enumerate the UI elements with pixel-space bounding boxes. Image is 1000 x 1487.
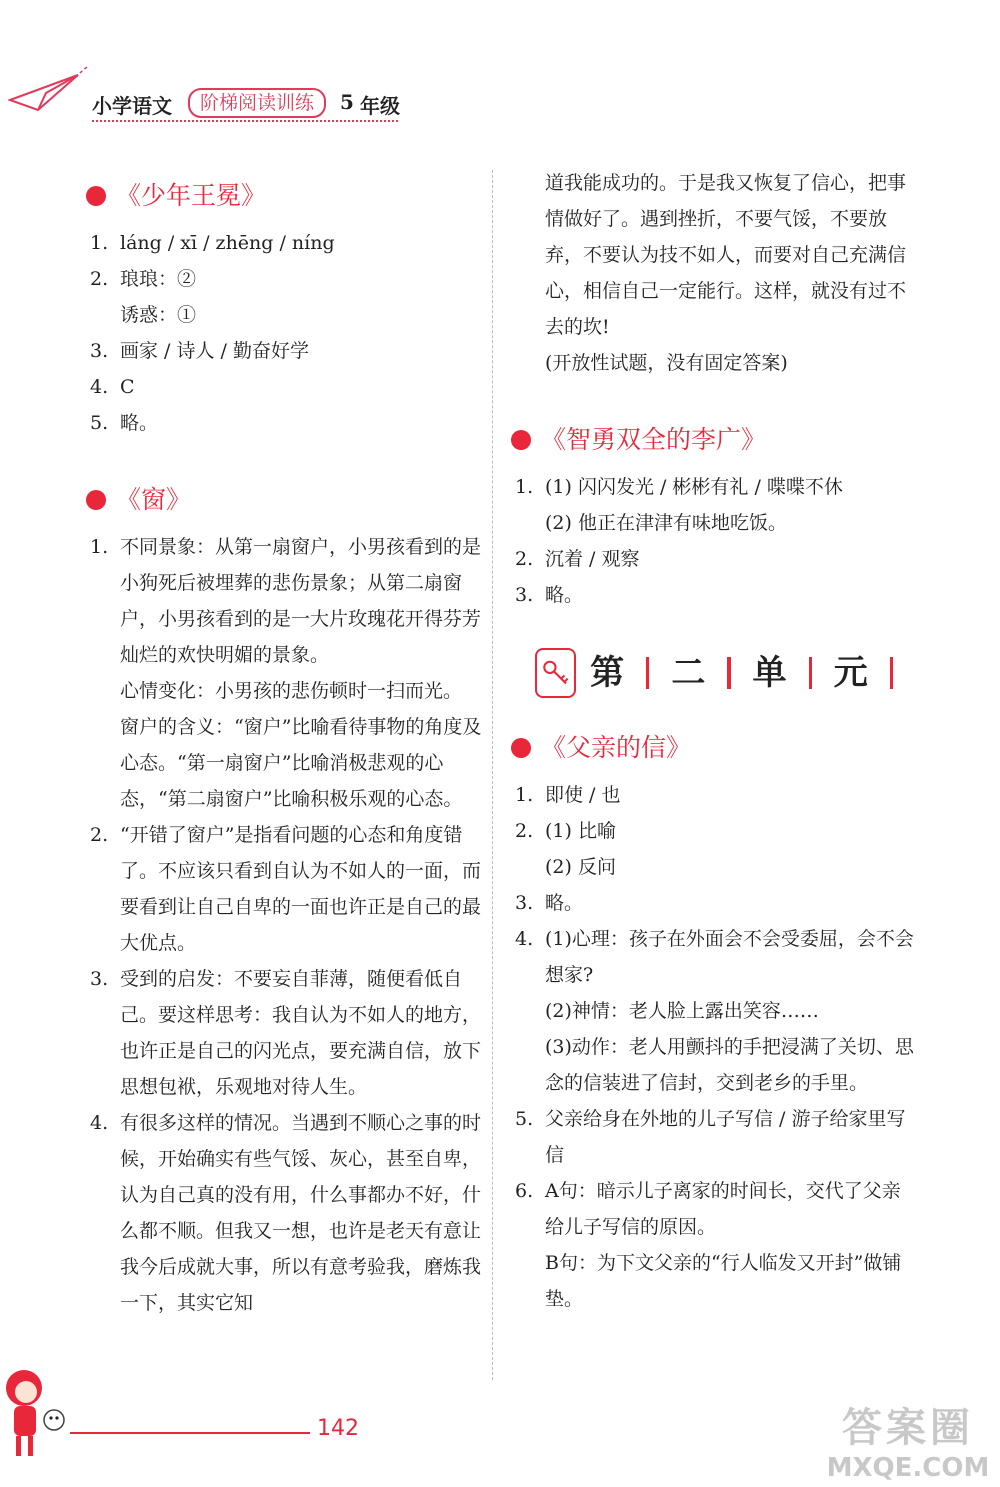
item-number: 1. [90, 536, 109, 558]
item-text: 琅琅：② [120, 268, 197, 290]
right-column [515, 165, 915, 1317]
bullet-dot-icon [86, 186, 106, 206]
unit-char: 第 [590, 653, 625, 693]
section-title-text: 《智勇双全的李广》 [541, 425, 767, 454]
answer-item [90, 1105, 485, 1321]
bullet-dot-icon [511, 738, 531, 758]
answer-item [515, 1173, 915, 1245]
item-text: (1)心理：孩子在外面会不会受委屈，会不会想家? [545, 928, 914, 986]
header-subject: 小学语文 [92, 94, 172, 118]
item-text: 画家 / 诗人 / 勤奋好学 [120, 340, 309, 362]
item-number: 2. [90, 824, 109, 846]
bullet-dot-icon [511, 430, 531, 450]
answer-item [515, 885, 915, 921]
item-text: 不同景象：从第一扇窗户，小男孩看到的是小狗死后被埋葬的悲伤景象；从第二扇窗户，小男孩看到的是一大片玫瑰花开得芬芳灿烂的欢快明媚的景象。 [120, 536, 482, 666]
answer-item [515, 1101, 915, 1173]
answer-item [90, 261, 485, 297]
page-number: 142 [317, 1416, 359, 1441]
answer-subitem: 心情变化：小男孩的悲伤顿时一扫而光。 [120, 680, 463, 702]
item-number: 4. [515, 928, 534, 950]
item-number: 4. [90, 376, 109, 398]
item-number: 3. [515, 892, 534, 914]
item-text: C [120, 376, 135, 398]
answer-subitem: (3)动作：老人用颤抖的手把浸满了关切、思念的信装进了信封，交到老乡的手里。 [545, 1036, 914, 1094]
item-number: 3. [90, 968, 109, 990]
section-title-text: 《窗》 [116, 485, 192, 514]
item-number: 1. [90, 232, 109, 254]
item-text: 即使 / 也 [545, 784, 621, 806]
item-number: 5. [90, 412, 109, 434]
answer-subitem: 窗户的含义：“窗户”比喻看待事物的角度及心态。“第一扇窗户”比喻消极悲观的心态，“第二扇窗户”比喻积极乐观的心态。 [120, 716, 482, 810]
item-text: A句：暗示儿子离家的时间长，交代了父亲给儿子写信的原因。 [545, 1180, 901, 1238]
section-title-text: 《父亲的信》 [541, 733, 692, 762]
unit-char: 单 [752, 653, 787, 693]
answer-subitem: B句：为下文父亲的“行人临发又开封”做铺垫。 [545, 1252, 902, 1310]
watermark-url: MXQE.COM [826, 1453, 990, 1483]
item-text: (1) 比喻 [545, 820, 616, 842]
item-text: 父亲给身在外地的儿子写信 / 游子给家里写信 [545, 1108, 906, 1166]
item-number: 4. [90, 1112, 109, 1134]
header-dotted-line [92, 120, 398, 122]
unit-separator [890, 657, 893, 689]
paper-plane-icon [8, 55, 88, 125]
item-number: 6. [515, 1180, 534, 1202]
item-number: 5. [515, 1108, 534, 1130]
watermark [818, 1396, 998, 1483]
answer-item [515, 921, 915, 993]
item-number: 2. [90, 268, 109, 290]
header-grade-number: 5 [340, 90, 354, 114]
item-number [90, 297, 120, 333]
left-column [90, 165, 485, 1321]
item-text: (1) 闪闪发光 / 彬彬有礼 / 喋喋不休 [545, 476, 843, 498]
unit-separator [727, 657, 730, 689]
answer-item [90, 225, 485, 261]
section-title-text: 《少年王冕》 [116, 181, 267, 210]
item-text: láng / xī / zhēng / níng [120, 232, 335, 254]
answer-item [90, 369, 485, 405]
item-text: 沉着 / 观察 [545, 548, 640, 570]
answer-item [515, 541, 915, 577]
item-number: 2. [515, 820, 534, 842]
item-number: 1. [515, 476, 534, 498]
answer-item [515, 577, 915, 613]
answer-subitem: (2) 他正在津津有味地吃饭。 [545, 512, 787, 534]
unit-separator [809, 657, 812, 689]
column-divider [492, 170, 493, 1380]
bullet-dot-icon [86, 490, 106, 510]
item-text: 略。 [545, 584, 584, 606]
key-icon [535, 648, 576, 698]
girl-illustration [2, 1360, 72, 1470]
item-number: 2. [515, 548, 534, 570]
unit-heading [535, 633, 915, 713]
footer-line [70, 1432, 310, 1434]
unit-char: 二 [671, 653, 706, 693]
answer-item [90, 529, 485, 673]
answer-item [515, 777, 915, 813]
answer-item [90, 333, 485, 369]
answer-item [90, 297, 485, 333]
item-text: 有很多这样的情况。当遇到不顺心之事的时候，开始确实有些气馁、灰心，甚至自卑，认为自己真的没有用，什么事都办不好，什么都不顺。但我又一想，也许是老天有意让我今后成就大事，所以有意考验我，磨炼我一下，其实它知 [120, 1112, 482, 1314]
answer-item [90, 961, 485, 1105]
item-text: 受到的启发：不要妄自菲薄，随便看低自己。要这样思考：我自认为不如人的地方，也许正是自己的闪光点，要充满自信，放下思想包袱，乐观地对待人生。 [120, 968, 482, 1098]
continued-note: (开放性试题，没有固定答案) [545, 352, 788, 374]
header-grade-label: 年级 [360, 94, 400, 118]
section-title-zhiyong-shuangquan [511, 415, 915, 465]
item-number: 1. [515, 784, 534, 806]
item-text: 略。 [545, 892, 584, 914]
answer-item [90, 405, 485, 441]
answer-item [515, 813, 915, 849]
unit-char: 元 [833, 653, 868, 693]
section-title-chuang [86, 475, 485, 525]
watermark-logo-text: 答案圈 [842, 1405, 974, 1451]
item-text: “开错了窗户”是指看问题的心态和角度错了。不应该只看到自认为不如人的一面，而要看到让自己自卑的一面也许正是自己的最大优点。 [120, 824, 482, 954]
answer-subitem: (2)神情：老人脸上露出笑容…… [545, 1000, 819, 1022]
answer-item [515, 469, 915, 505]
unit-separator [646, 657, 649, 689]
continued-text: 道我能成功的。于是我又恢复了信心，把事情做好了。遇到挫折，不要气馁，不要放弃，不要认为技不如人，而要对自己充满信心，相信自己一定能行。这样，就没有过不去的坎! [545, 172, 907, 338]
answer-subitem: (2) 反问 [545, 856, 616, 878]
item-text: 略。 [120, 412, 159, 434]
answer-item [90, 817, 485, 961]
section-title-shaonian-wangmian [86, 171, 485, 221]
item-number: 3. [90, 340, 109, 362]
item-text: 诱惑：① [120, 304, 197, 326]
section-title-fuqin-de-xin [511, 723, 915, 773]
header-series-badge: 阶梯阅读训练 [188, 88, 326, 118]
item-number: 3. [515, 584, 534, 606]
